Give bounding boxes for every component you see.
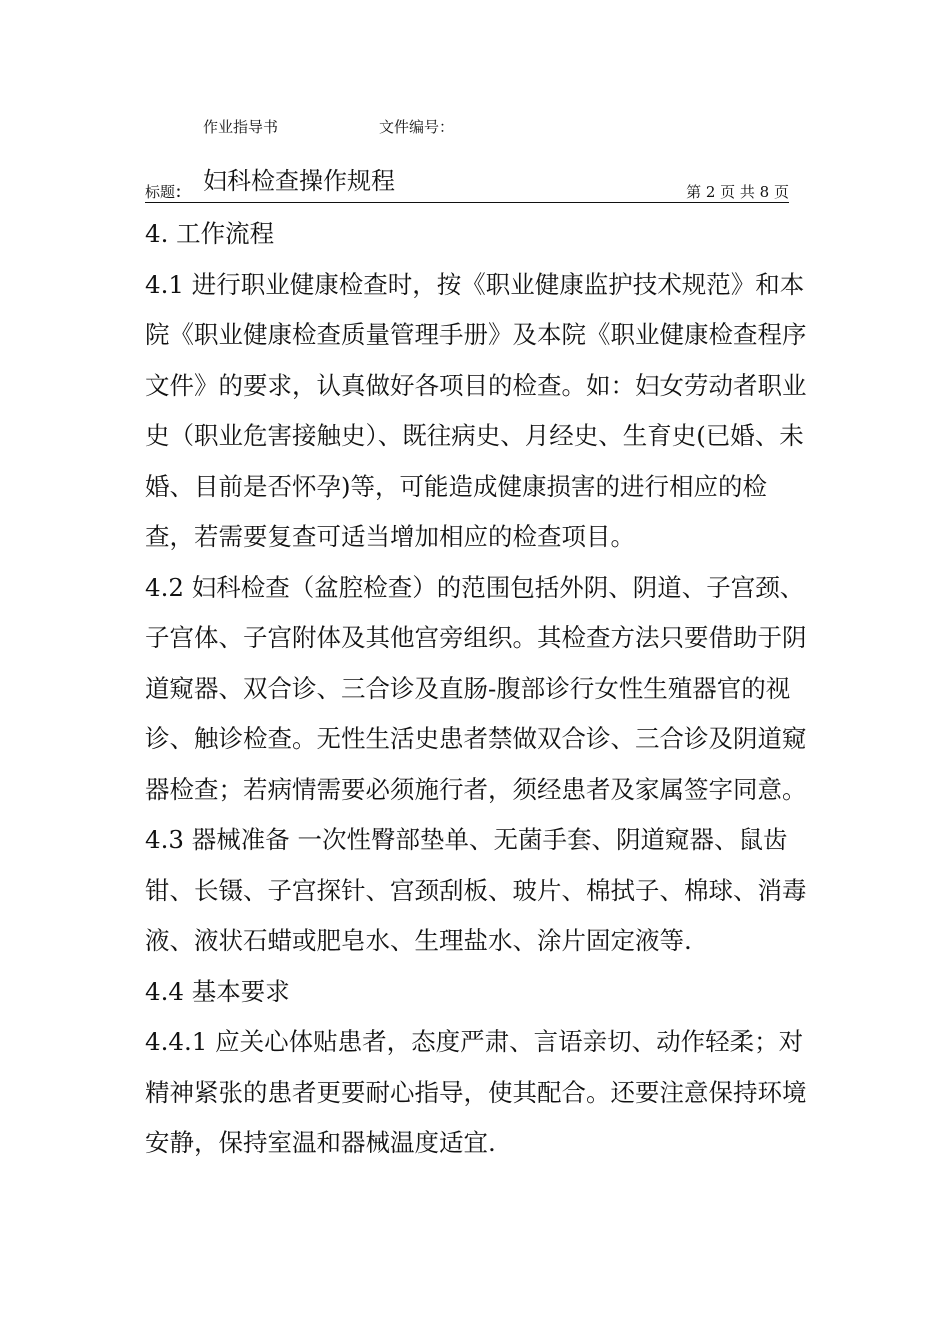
paragraph-4-4-1: 4.4.1 应关心体贴患者，态度严肃、言语亲切、动作轻柔；对精神紧张的患者更要耐心指导，使其配合。还要注意保持环境安静，保持室温和器械温度适宜.: [145, 1027, 807, 1157]
document-header-top: [203, 117, 455, 137]
paragraph-4-3: 4.3 器械准备 一次性臀部垫单、无菌手套、阴道窥器、鼠齿钳、长镊、子宫探针、宫颈刮板、玻片、棉拭子、棉球、消毒液、液状石蜡或肥皂水、生理盐水、涂片固定液等.: [145, 825, 807, 955]
paragraph-4-2: 4.2 妇科检查（盆腔检查）的范围包括外阴、阴道、子宫颈、子宫体、子宫附体及其他宫旁组织。其检查方法只要借助于阴道窥器、双合诊、三合诊及直肠-腹部诊行女性生殖器官的视诊、触诊检查。无性生活史患者禁做双合诊、三合诊及阴道窥器检查；若病情需要必须施行者，须经患者及家属签字同意。: [145, 572, 807, 804]
doc-number-label: 文件编号：: [379, 118, 455, 136]
heading-4-4: 4.4 基本要求: [145, 976, 290, 1006]
document-title: 妇科检查操作规程: [203, 167, 395, 195]
page-number-info: 第 2 页 共 8 页: [686, 183, 789, 201]
document-body: [145, 209, 811, 1169]
title-label: [145, 183, 190, 201]
title-label-text: 标题: [145, 183, 176, 201]
title-row: [145, 166, 789, 203]
paragraph-4-1: 4.1 进行职业健康检查时，按《职业健康监护技术规范》和本院《职业健康检查质量管理手册》及本院《职业健康检查程序文件》的要求，认真做好各项目的检查。如：妇女劳动者职业史（职业危害接触史）、既往病史、月经史、生育史(已婚、未婚、目前是否怀孕)等，可能造成健康损害的进行相应的检查，若需要复查可适当增加相应的检查项目。: [145, 269, 807, 551]
title-label-colon: ：: [175, 183, 191, 201]
section-heading-workflow: 4. 工作流程: [145, 219, 275, 248]
doc-type-label: 作业指导书: [203, 118, 279, 136]
